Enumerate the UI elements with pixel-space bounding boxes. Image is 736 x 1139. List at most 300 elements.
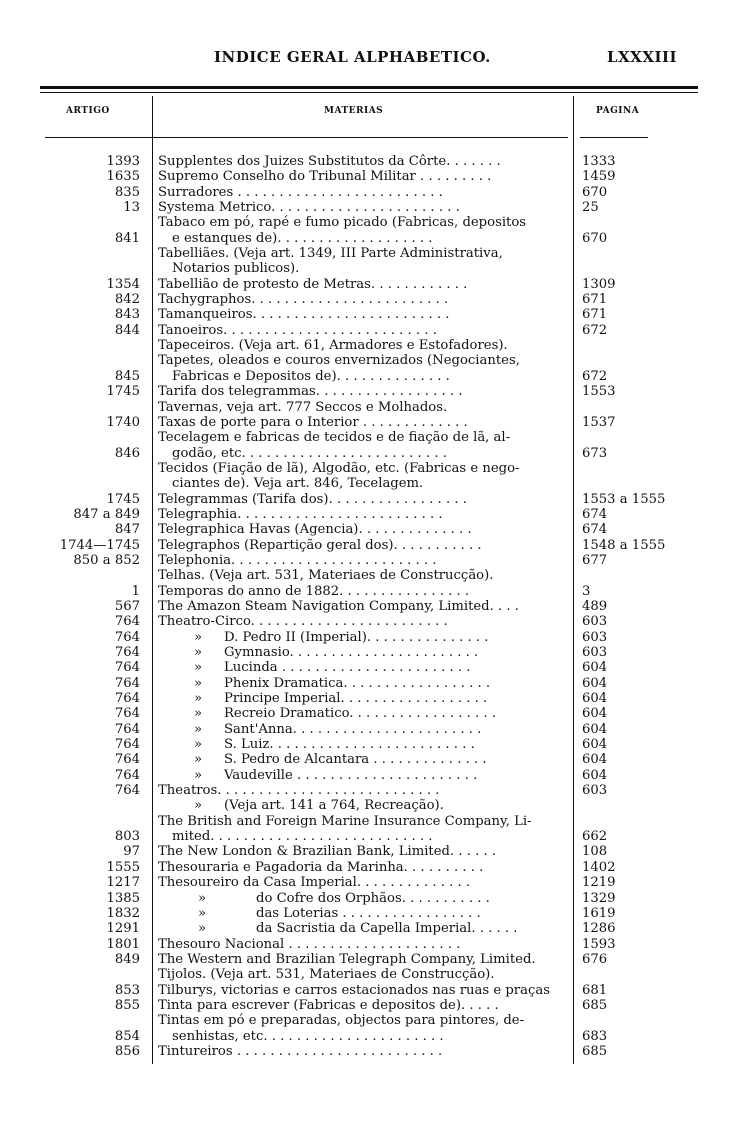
materia-line bbox=[158, 200, 570, 215]
index-row bbox=[0, 215, 736, 246]
index-row bbox=[0, 338, 736, 353]
materia-line bbox=[158, 430, 570, 445]
materia-line bbox=[158, 645, 570, 660]
materia-text: Telegraphia. . . . . . . . . . . . . . . . . . . . . . . . . bbox=[158, 506, 443, 522]
materia-text: da Sacristia da Capella Imperial. . . . . . bbox=[256, 921, 518, 937]
artigo-cell: 764 bbox=[114, 691, 140, 707]
pagina-cell: 1459 bbox=[582, 169, 616, 185]
column-header-materias: MATERIAS bbox=[324, 106, 384, 116]
index-row bbox=[0, 384, 736, 399]
materia-cell bbox=[158, 415, 570, 430]
column-header-rule-right bbox=[580, 137, 648, 138]
ditto-mark: » bbox=[194, 660, 203, 676]
materia-text: Tintas em pó e preparadas, objectos para pintores, de- bbox=[158, 1013, 525, 1029]
pagina-cell: 1286 bbox=[582, 921, 616, 937]
materia-line bbox=[158, 921, 570, 936]
artigo-cell: 849 bbox=[114, 951, 140, 967]
pagina-cell: 108 bbox=[582, 844, 608, 860]
materia-line bbox=[158, 798, 570, 813]
materia-text: Telephonia. . . . . . . . . . . . . . . . . . . . . . . . . bbox=[158, 552, 437, 568]
index-row bbox=[0, 492, 736, 507]
pagina-cell: 674 bbox=[582, 506, 608, 522]
artigo-cell: 567 bbox=[114, 598, 140, 614]
artigo-cell: 1385 bbox=[106, 890, 140, 906]
materia-line bbox=[158, 400, 570, 415]
index-row bbox=[0, 185, 736, 200]
materia-text: Tapetes, oleados e couros envernizados (Negociantes, bbox=[158, 353, 520, 369]
artigo-cell: 1555 bbox=[106, 859, 140, 875]
pagina-cell: 1402 bbox=[582, 859, 616, 875]
materia-cell bbox=[158, 522, 570, 537]
materia-text: S. Luiz. . . . . . . . . . . . . . . . . . . . . . . . . bbox=[224, 737, 475, 753]
materia-line bbox=[158, 568, 570, 583]
materia-line bbox=[158, 875, 570, 890]
index-row bbox=[0, 860, 736, 875]
pagina-cell: 604 bbox=[582, 660, 608, 676]
materia-text: das Loterias . . . . . . . . . . . . . . . . . bbox=[256, 905, 481, 921]
materia-line bbox=[158, 783, 570, 798]
materia-line bbox=[158, 292, 570, 307]
materia-cell bbox=[158, 645, 570, 660]
artigo-cell: 855 bbox=[114, 997, 140, 1013]
index-row bbox=[0, 691, 736, 706]
materia-text: Tabelliães. (Veja art. 1349, III Parte Administrativa, bbox=[158, 246, 503, 262]
artigo-cell: 845 bbox=[114, 368, 140, 384]
ditto-mark: » bbox=[194, 767, 203, 783]
materia-text: Vaudeville . . . . . . . . . . . . . . . . . . . . . . bbox=[224, 767, 478, 783]
materia-cell bbox=[158, 1044, 570, 1059]
materia-cell bbox=[158, 967, 570, 982]
materia-text: Thesouraria e Pagadoria da Marinha. . . . . . . . . . bbox=[158, 859, 484, 875]
materia-line bbox=[158, 630, 570, 645]
index-row bbox=[0, 768, 736, 783]
ditto-mark: » bbox=[198, 905, 207, 921]
index-row bbox=[0, 921, 736, 936]
materia-cell bbox=[158, 691, 570, 706]
materia-text: The New London & Brazilian Bank, Limited. . . . . . bbox=[158, 844, 497, 860]
pagina-cell: 604 bbox=[582, 706, 608, 722]
materia-text: Theatros. . . . . . . . . . . . . . . . . . . . . . . . . . . bbox=[158, 783, 440, 799]
materia-text: godão, etc. . . . . . . . . . . . . . . . . . . . . . . . . bbox=[172, 445, 447, 461]
artigo-cell: 853 bbox=[114, 982, 140, 998]
materia-cell bbox=[158, 860, 570, 875]
materia-line bbox=[158, 461, 570, 476]
artigo-cell: 844 bbox=[114, 322, 140, 338]
materia-line bbox=[158, 737, 570, 752]
pagina-cell: 604 bbox=[582, 691, 608, 707]
materia-text: Sant'Anna. . . . . . . . . . . . . . . . . . . . . . . bbox=[224, 721, 482, 737]
pagina-cell: 3 bbox=[582, 583, 591, 599]
materia-text: Tapeceiros. (Veja art. 61, Armadores e Estofadores). bbox=[158, 338, 508, 354]
index-row bbox=[0, 630, 736, 645]
materia-line bbox=[158, 169, 570, 184]
artigo-cell: 856 bbox=[114, 1043, 140, 1059]
materia-text: Tinta para escrever (Fabricas e depositos de). . . . . bbox=[158, 997, 499, 1013]
materia-text: Supplentes dos Juizes Substitutos da Côrte. . . . . . . bbox=[158, 154, 501, 169]
materia-text: Telegraphica Havas (Agencia). . . . . . . . . . . . . . bbox=[158, 522, 472, 538]
materia-cell bbox=[158, 676, 570, 691]
pagina-cell: 683 bbox=[582, 1028, 608, 1044]
materia-cell bbox=[158, 568, 570, 583]
materia-line bbox=[158, 261, 570, 276]
materia-text: D. Pedro II (Imperial). . . . . . . . . . . . . . . bbox=[224, 629, 489, 645]
materia-line bbox=[158, 369, 570, 384]
index-row bbox=[0, 906, 736, 921]
materia-text: Thesouro Nacional . . . . . . . . . . . . . . . . . . . . . bbox=[158, 936, 461, 952]
index-row bbox=[0, 522, 736, 537]
index-row bbox=[0, 415, 736, 430]
materia-line bbox=[158, 353, 570, 368]
artigo-cell: 850 a 852 bbox=[73, 552, 140, 568]
materia-line bbox=[158, 998, 570, 1013]
pagina-cell: 681 bbox=[582, 982, 608, 998]
artigo-cell: 854 bbox=[114, 1028, 140, 1044]
index-row bbox=[0, 1044, 736, 1059]
materia-line bbox=[158, 844, 570, 859]
materia-cell bbox=[158, 630, 570, 645]
materia-text: Temporas do anno de 1882. . . . . . . . . . . . . . . . bbox=[158, 583, 470, 599]
materia-cell bbox=[158, 584, 570, 599]
materia-cell bbox=[158, 430, 570, 461]
ditto-mark: » bbox=[194, 706, 203, 722]
pagina-cell: 25 bbox=[582, 200, 599, 216]
materia-text: Gymnasio. . . . . . . . . . . . . . . . . . . . . . . bbox=[224, 645, 479, 660]
materia-cell bbox=[158, 906, 570, 921]
index-row bbox=[0, 584, 736, 599]
materia-text: Tavernas, veja art. 777 Seccos e Molhados. bbox=[158, 399, 448, 415]
index-row bbox=[0, 752, 736, 767]
index-row bbox=[0, 967, 736, 982]
materia-line bbox=[158, 246, 570, 261]
ditto-mark: » bbox=[194, 752, 203, 768]
materia-cell bbox=[158, 752, 570, 767]
pagina-cell: 672 bbox=[582, 368, 608, 384]
ditto-mark: » bbox=[194, 691, 203, 707]
pagina-cell: 603 bbox=[582, 783, 608, 799]
column-header-rule bbox=[45, 137, 568, 138]
materia-line bbox=[158, 599, 570, 614]
materia-text: Tijolos. (Veja art. 531, Materiaes de Construcção). bbox=[158, 967, 495, 983]
materia-text: e estanques de). . . . . . . . . . . . . . . . . . . bbox=[172, 230, 433, 246]
materia-cell bbox=[158, 875, 570, 890]
materia-line bbox=[158, 937, 570, 952]
materia-text: Surradores . . . . . . . . . . . . . . . . . . . . . . . . . bbox=[158, 184, 443, 200]
pagina-cell: 489 bbox=[582, 598, 608, 614]
artigo-cell: 846 bbox=[114, 445, 140, 461]
index-row bbox=[0, 875, 736, 890]
pagina-cell: 1553 bbox=[582, 384, 616, 400]
materia-line bbox=[158, 415, 570, 430]
materia-line bbox=[158, 1013, 570, 1028]
materia-cell bbox=[158, 783, 570, 798]
materia-line bbox=[158, 814, 570, 829]
materia-text: Tintureiros . . . . . . . . . . . . . . . . . . . . . . . . . bbox=[158, 1043, 443, 1059]
materia-cell bbox=[158, 814, 570, 845]
header-rule-thick bbox=[40, 86, 698, 89]
materia-cell bbox=[158, 614, 570, 629]
materia-text: Tamanqueiros. . . . . . . . . . . . . . . . . . . . . . . . bbox=[158, 307, 450, 323]
materia-cell bbox=[158, 1013, 570, 1044]
materia-cell bbox=[158, 246, 570, 277]
artigo-cell: 764 bbox=[114, 660, 140, 676]
materia-cell bbox=[158, 998, 570, 1013]
materia-cell bbox=[158, 492, 570, 507]
materia-cell bbox=[158, 338, 570, 353]
materia-cell bbox=[158, 307, 570, 322]
materia-text: Taxas de porte para o Interior . . . . . . . . . . . . . bbox=[158, 414, 468, 430]
index-row bbox=[0, 200, 736, 215]
column-header-artigo: ARTIGO bbox=[66, 106, 110, 116]
index-row bbox=[0, 952, 736, 967]
pagina-cell: 603 bbox=[582, 645, 608, 660]
index-row bbox=[0, 706, 736, 721]
pagina-cell: 671 bbox=[582, 307, 608, 323]
materia-cell bbox=[158, 844, 570, 859]
materia-line bbox=[158, 768, 570, 783]
index-row bbox=[0, 891, 736, 906]
materia-line bbox=[158, 323, 570, 338]
index-row bbox=[0, 798, 736, 813]
materia-text: The British and Foreign Marine Insurance Company, Li- bbox=[158, 813, 532, 829]
pagina-cell: 670 bbox=[582, 184, 608, 200]
pagina-cell: 1219 bbox=[582, 875, 616, 891]
materia-line bbox=[158, 891, 570, 906]
materia-line bbox=[158, 1029, 570, 1044]
index-row bbox=[0, 292, 736, 307]
materia-cell bbox=[158, 292, 570, 307]
index-row bbox=[0, 783, 736, 798]
materia-text: Supremo Conselho do Tribunal Militar . . . . . . . . . bbox=[158, 169, 492, 185]
materia-text: Telegraphos (Repartição geral dos). . . . . . . . . . . bbox=[158, 537, 482, 553]
ditto-mark: » bbox=[194, 721, 203, 737]
materia-line bbox=[158, 1044, 570, 1059]
materia-line bbox=[158, 446, 570, 461]
pagina-cell: 1593 bbox=[582, 936, 616, 952]
materia-text: Telhas. (Veja art. 531, Materiaes de Construcção). bbox=[158, 568, 494, 584]
materia-cell bbox=[158, 169, 570, 184]
materia-text: Tanoeiros. . . . . . . . . . . . . . . . . . . . . . . . . . bbox=[158, 322, 437, 338]
materia-line bbox=[158, 185, 570, 200]
artigo-cell: 847 bbox=[114, 522, 140, 538]
materia-cell bbox=[158, 277, 570, 292]
materia-text: Tachygraphos. . . . . . . . . . . . . . . . . . . . . . . . bbox=[158, 292, 449, 308]
materia-line bbox=[158, 492, 570, 507]
materia-line bbox=[158, 967, 570, 982]
index-row bbox=[0, 722, 736, 737]
page-header bbox=[0, 48, 736, 72]
artigo-cell: 13 bbox=[123, 200, 140, 216]
materia-cell bbox=[158, 538, 570, 553]
index-row bbox=[0, 645, 736, 660]
ditto-mark: » bbox=[194, 629, 203, 645]
index-row bbox=[0, 998, 736, 1013]
artigo-cell: 847 a 849 bbox=[73, 506, 140, 522]
index-row bbox=[0, 323, 736, 338]
pagina-cell: 604 bbox=[582, 752, 608, 768]
artigo-cell: 1 bbox=[131, 583, 140, 599]
header-rule-thin bbox=[40, 92, 698, 93]
pagina-cell: 671 bbox=[582, 292, 608, 308]
index-row bbox=[0, 844, 736, 859]
artigo-cell: 1354 bbox=[106, 276, 140, 292]
index-row bbox=[0, 246, 736, 277]
index-row bbox=[0, 614, 736, 629]
materia-line bbox=[158, 538, 570, 553]
index-row bbox=[0, 737, 736, 752]
artigo-cell: 843 bbox=[114, 307, 140, 323]
materia-cell bbox=[158, 983, 570, 998]
materia-text: Thesoureiro da Casa Imperial. . . . . . . . . . . . . . bbox=[158, 875, 471, 891]
materia-line bbox=[158, 584, 570, 599]
pagina-cell: 685 bbox=[582, 997, 608, 1013]
materia-text: Systema Metrico. . . . . . . . . . . . . . . . . . . . . . . bbox=[158, 200, 460, 216]
materia-text: Lucinda . . . . . . . . . . . . . . . . . . . . . . . bbox=[224, 660, 471, 676]
materia-cell bbox=[158, 952, 570, 967]
ditto-mark: » bbox=[194, 798, 203, 814]
materia-text: The Western and Brazilian Telegraph Company, Limited. bbox=[158, 951, 536, 967]
index-row bbox=[0, 507, 736, 522]
materia-cell bbox=[158, 737, 570, 752]
artigo-cell: 1291 bbox=[106, 921, 140, 937]
artigo-cell: 1745 bbox=[106, 384, 140, 400]
materia-text: mited. . . . . . . . . . . . . . . . . . . . . . . . . . . bbox=[172, 829, 433, 845]
index-row bbox=[0, 660, 736, 675]
index-row bbox=[0, 599, 736, 614]
pagina-cell: 1333 bbox=[582, 154, 616, 169]
artigo-cell: 842 bbox=[114, 292, 140, 308]
index-row bbox=[0, 430, 736, 461]
index-row bbox=[0, 400, 736, 415]
index-row bbox=[0, 169, 736, 184]
materia-cell bbox=[158, 215, 570, 246]
pagina-cell: 603 bbox=[582, 629, 608, 645]
materia-cell bbox=[158, 185, 570, 200]
materia-text: Tilburys, victorias e carros estacionados nas ruas e praças bbox=[158, 982, 550, 998]
materia-line bbox=[158, 522, 570, 537]
pagina-cell: 1619 bbox=[582, 905, 616, 921]
materia-line bbox=[158, 660, 570, 675]
materia-line bbox=[158, 154, 570, 169]
index-row bbox=[0, 307, 736, 322]
materia-text: Tecelagem e fabricas de tecidos e de fiação de lã, al- bbox=[158, 430, 511, 446]
materia-cell bbox=[158, 461, 570, 492]
ditto-mark: » bbox=[194, 737, 203, 753]
artigo-cell: 764 bbox=[114, 645, 140, 660]
materia-cell bbox=[158, 798, 570, 813]
pagina-cell: 662 bbox=[582, 829, 608, 845]
artigo-cell: 764 bbox=[114, 752, 140, 768]
materia-line bbox=[158, 215, 570, 230]
index-row bbox=[0, 937, 736, 952]
materia-text: Notarios publicos). bbox=[172, 261, 300, 277]
ditto-mark: » bbox=[194, 645, 203, 660]
materia-line bbox=[158, 952, 570, 967]
materia-line bbox=[158, 231, 570, 246]
materia-line bbox=[158, 676, 570, 691]
materia-line bbox=[158, 860, 570, 875]
index-row bbox=[0, 568, 736, 583]
artigo-cell: 1217 bbox=[106, 875, 140, 891]
artigo-cell: 764 bbox=[114, 737, 140, 753]
ditto-mark: » bbox=[198, 890, 207, 906]
artigo-cell: 1801 bbox=[106, 936, 140, 952]
materia-text: Telegrammas (Tarifa dos). . . . . . . . . . . . . . . . . bbox=[158, 491, 467, 507]
index-row bbox=[0, 461, 736, 492]
pagina-cell: 1537 bbox=[582, 414, 616, 430]
ditto-mark: » bbox=[194, 675, 203, 691]
materia-line bbox=[158, 722, 570, 737]
pagina-cell: 670 bbox=[582, 230, 608, 246]
materia-cell bbox=[158, 768, 570, 783]
artigo-cell: 1832 bbox=[106, 905, 140, 921]
pagina-cell: 1548 a 1555 bbox=[582, 537, 666, 553]
artigo-cell: 1744—1745 bbox=[59, 537, 140, 553]
index-row bbox=[0, 353, 736, 384]
materia-line bbox=[158, 691, 570, 706]
materia-cell bbox=[158, 937, 570, 952]
pagina-cell: 674 bbox=[582, 522, 608, 538]
materia-line bbox=[158, 906, 570, 921]
materia-cell bbox=[158, 353, 570, 384]
materia-cell bbox=[158, 323, 570, 338]
index-row bbox=[0, 814, 736, 845]
materia-line bbox=[158, 307, 570, 322]
artigo-cell: 764 bbox=[114, 629, 140, 645]
materia-cell bbox=[158, 660, 570, 675]
materia-line bbox=[158, 384, 570, 399]
materia-text: Tarifa dos telegrammas. . . . . . . . . . . . . . . . . . bbox=[158, 384, 463, 400]
artigo-cell: 1393 bbox=[106, 154, 140, 169]
materia-cell bbox=[158, 154, 570, 169]
materia-text: Theatro-Circo. . . . . . . . . . . . . . . . . . . . . . . . bbox=[158, 614, 448, 630]
artigo-cell: 764 bbox=[114, 675, 140, 691]
materia-cell bbox=[158, 384, 570, 399]
materia-text: Fabricas e Depositos de). . . . . . . . . . . . . . bbox=[172, 368, 450, 384]
pagina-cell: 677 bbox=[582, 552, 608, 568]
artigo-cell: 97 bbox=[123, 844, 140, 860]
materia-cell bbox=[158, 891, 570, 906]
materia-line bbox=[158, 277, 570, 292]
materia-cell bbox=[158, 400, 570, 415]
materia-cell bbox=[158, 706, 570, 721]
materia-cell bbox=[158, 200, 570, 215]
index-title: INDICE GERAL ALPHABETICO. bbox=[214, 48, 491, 66]
materia-line bbox=[158, 829, 570, 844]
index-row bbox=[0, 277, 736, 292]
artigo-cell: 803 bbox=[114, 829, 140, 845]
artigo-cell: 764 bbox=[114, 706, 140, 722]
pagina-cell: 685 bbox=[582, 1043, 608, 1059]
index-row bbox=[0, 538, 736, 553]
pagina-cell: 604 bbox=[582, 675, 608, 691]
column-header-pagina: PAGINA bbox=[596, 106, 640, 116]
materia-line bbox=[158, 476, 570, 491]
materia-line bbox=[158, 983, 570, 998]
materia-text: The Amazon Steam Navigation Company, Limited. . . . bbox=[158, 598, 519, 614]
materia-cell bbox=[158, 921, 570, 936]
materia-line bbox=[158, 338, 570, 353]
materia-text: senhistas, etc. . . . . . . . . . . . . . . . . . . . . . bbox=[172, 1028, 444, 1044]
materia-line bbox=[158, 614, 570, 629]
index-row bbox=[0, 154, 736, 169]
ditto-mark: » bbox=[198, 921, 207, 937]
index-row bbox=[0, 676, 736, 691]
pagina-cell: 676 bbox=[582, 951, 608, 967]
materia-text: Tabaco em pó, rapé e fumo picado (Fabricas, depositos bbox=[158, 215, 527, 231]
artigo-cell: 764 bbox=[114, 614, 140, 630]
index-row bbox=[0, 1013, 736, 1044]
pagina-cell: 1309 bbox=[582, 276, 616, 292]
